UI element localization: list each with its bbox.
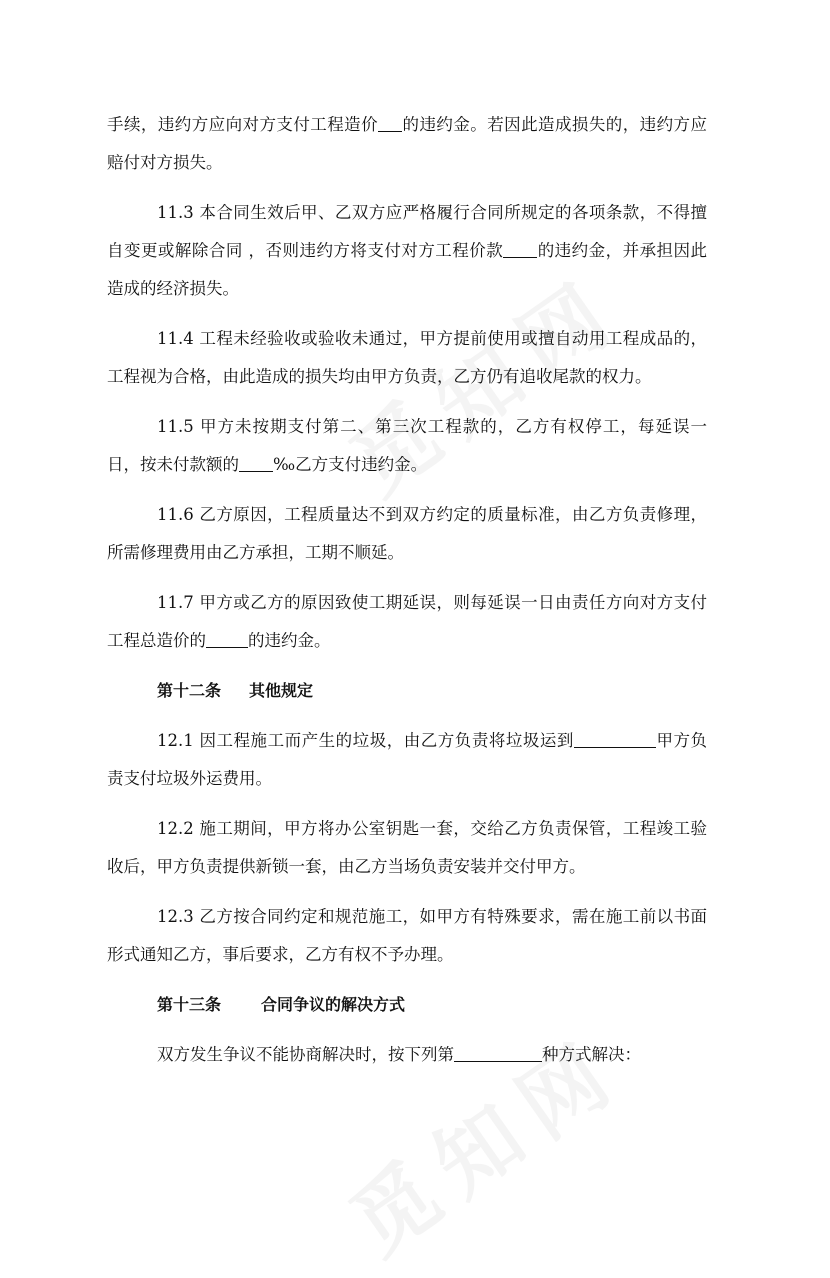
paragraph-13-intro: 双方发生争议不能协商解决时，按下列第 种方式解决： xyxy=(107,1036,707,1074)
section-heading-12: 第十二条 其他规定 xyxy=(157,681,314,700)
paragraph-11-2-continued: 手续，违约方应向对方支付工程造价 的违约金。若因此造成损失的，违约方应赔付对方损失。 xyxy=(107,106,707,182)
paragraph-11-6: 11.6 乙方原因，工程质量达不到双方约定的质量标准，由乙方负责修理，所需修理费用由乙方承担，工期不顺延。 xyxy=(107,505,707,562)
blank-field xyxy=(574,727,656,748)
blank-field xyxy=(206,627,248,648)
paragraph-11-7: 11.7 甲方或乙方的原因致使工期延误，则每延误一日由责任方向对方支付工程总造价的 的违约金。 xyxy=(107,593,707,650)
paragraph-12-2: 12.2 施工期间，甲方将办公室钥匙一套，交给乙方负责保管，工程竣工验收后，甲方负责提供新锁一套，由乙方当场负责安装并交付甲方。 xyxy=(107,819,707,876)
paragraph-12-3: 12.3 乙方按合同约定和规范施工，如甲方有特殊要求，需在施工前以书面形式通知乙方，事后要求，乙方有权不予办理。 xyxy=(107,907,707,964)
blank-field xyxy=(378,111,402,132)
blank-field xyxy=(454,1041,542,1062)
paragraph-11-4: 11.4 工程未经验收或验收未通过，甲方提前使用或擅自动用工程成品的，工程视为合格，由此造成的损失均由甲方负责，乙方仍有追收尾款的权力。 xyxy=(107,329,707,386)
paragraph-11-5: 11.5 甲方未按期支付第二、第三次工程款的，乙方有权停工，每延误一日，按未付款额的 ‰乙方支付违约金。 xyxy=(107,417,707,474)
document-body xyxy=(107,106,707,1086)
paragraph-11-3: 11.3 本合同生效后甲、乙双方应严格履行合同所规定的各项条款，不得擅自变更或解除合同 ，否则违约方将支付对方工程价款 的违约金，并承担因此造成的经济损失。 xyxy=(107,203,707,298)
blank-field xyxy=(503,237,537,258)
blank-field xyxy=(239,451,273,472)
paragraph-12-1: 12.1 因工程施工而产生的垃圾，由乙方负责将垃圾运到 甲方负责支付垃圾外运费用。 xyxy=(107,722,707,798)
section-heading-13: 第十三条 合同争议的解决方式 xyxy=(157,995,406,1014)
